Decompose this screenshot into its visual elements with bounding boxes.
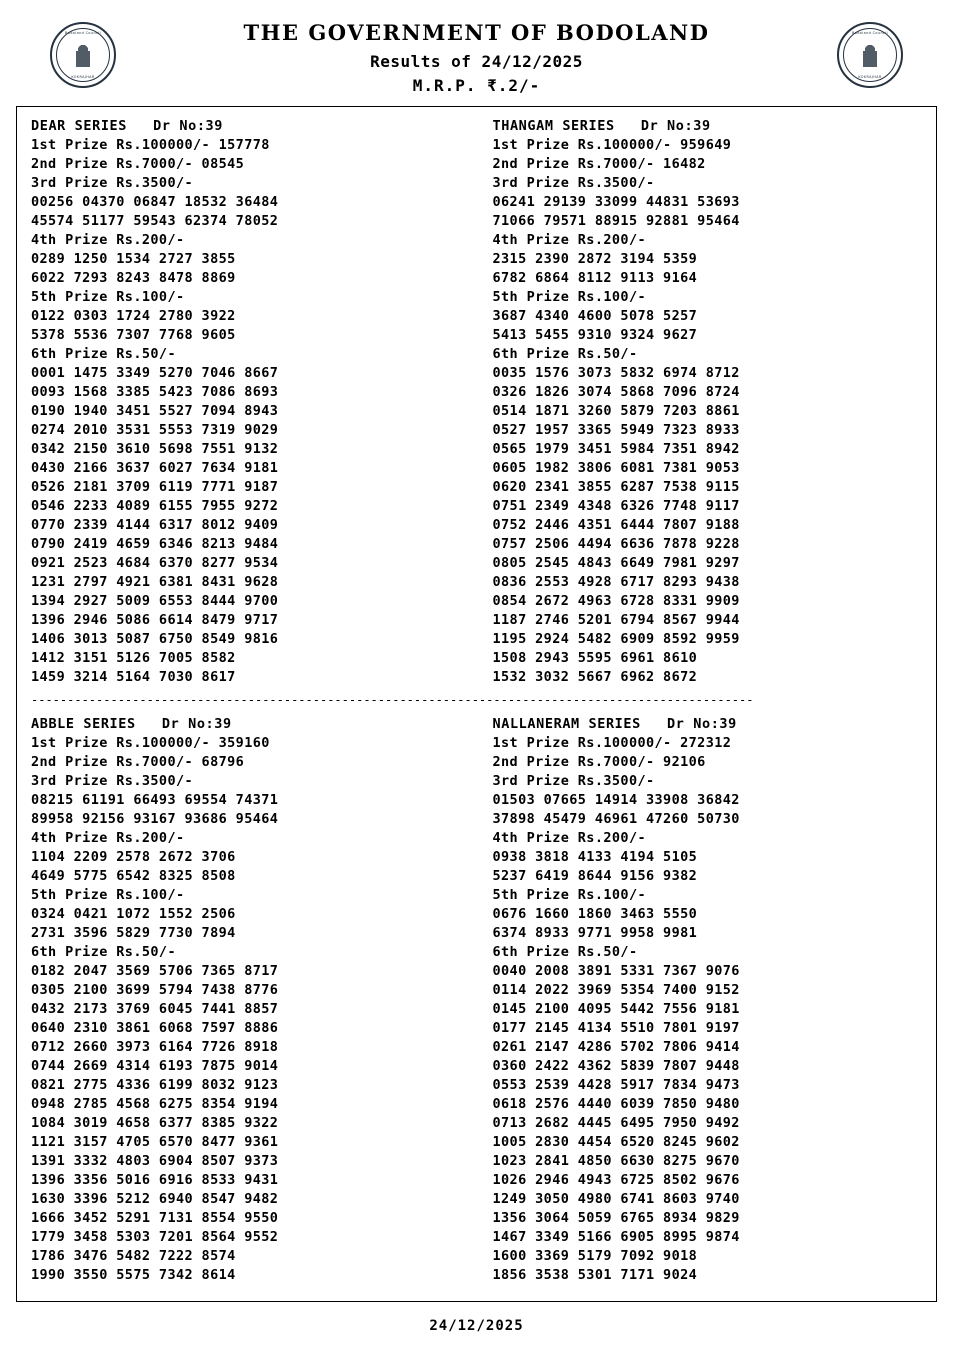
- winning-number-line: 01503 07665 14914 33908 36842: [492, 792, 740, 808]
- prize-label: 2nd Prize Rs.7000/- 68796: [31, 754, 245, 770]
- winning-number-line: 0114 2022 3969 5354 7400 9152: [492, 982, 740, 998]
- winning-number-line: 0289 1250 1534 2727 3855: [31, 251, 236, 267]
- prize-label: 2nd Prize Rs.7000/- 08545: [31, 156, 245, 172]
- page-title: THE GOVERNMENT OF BODOLAND: [243, 20, 710, 45]
- winning-number-line: 0751 2349 4348 6326 7748 9117: [492, 498, 740, 514]
- winning-number-line: 1467 3349 5166 6905 8995 9874: [492, 1229, 740, 1245]
- winning-number-line: 1786 3476 5482 7222 8574: [31, 1248, 236, 1264]
- winning-number-line: 0757 2506 4494 6636 7878 9228: [492, 536, 740, 552]
- prize-label: 6th Prize Rs.50/-: [492, 944, 638, 960]
- series-title: ABBLE SERIES Dr No:39: [31, 716, 232, 732]
- bodoland-emblem-left-icon: [50, 22, 116, 88]
- winning-number-line: 0546 2233 4089 6155 7955 9272: [31, 498, 279, 514]
- winning-number-line: 2315 2390 2872 3194 5359: [492, 251, 698, 267]
- winning-number-line: 0938 3818 4133 4194 5105: [492, 849, 698, 865]
- winning-number-line: 1396 2946 5086 6614 8479 9717: [31, 612, 279, 628]
- winning-number-line: 0836 2553 4928 6717 8293 9438: [492, 574, 740, 590]
- winning-number-line: 0712 2660 3973 6164 7726 8918: [31, 1039, 279, 1055]
- winning-number-line: 08215 61191 66493 69554 74371: [31, 792, 279, 808]
- winning-number-line: 0526 2181 3709 6119 7771 9187: [31, 479, 279, 495]
- winning-number-line: 0605 1982 3806 6081 7381 9053: [492, 460, 740, 476]
- winning-number-line: 1459 3214 5164 7030 8617: [31, 669, 236, 685]
- winning-number-line: 1104 2209 2578 2672 3706: [31, 849, 236, 865]
- winning-number-line: 0790 2419 4659 6346 8213 9484: [31, 536, 279, 552]
- winning-number-line: 0527 1957 3365 5949 7323 8933: [492, 422, 740, 438]
- series-panel-dear: [31, 117, 477, 687]
- prize-label: 5th Prize Rs.100/-: [31, 289, 185, 305]
- bodoland-emblem-right-icon: [837, 22, 903, 88]
- winning-number-line: 1412 3151 5126 7005 8582: [31, 650, 236, 666]
- emblem-bottom-text: KOKRAJHAR: [71, 75, 95, 79]
- series-panel-thangam: [477, 117, 923, 687]
- winning-number-line: 1391 3332 4803 6904 8507 9373: [31, 1153, 279, 1169]
- winning-number-line: 0122 0303 1724 2780 3922: [31, 308, 236, 324]
- winning-number-line: 06241 29139 33099 44831 53693: [492, 194, 740, 210]
- winning-number-line: 0040 2008 3891 5331 7367 9076: [492, 963, 740, 979]
- footer-date: 24/12/2025: [429, 1318, 524, 1334]
- winning-number-line: 0182 2047 3569 5706 7365 8717: [31, 963, 279, 979]
- winning-number-line: 2731 3596 5829 7730 7894: [31, 925, 236, 941]
- winning-number-line: 1121 3157 4705 6570 8477 9361: [31, 1134, 279, 1150]
- prize-label: 2nd Prize Rs.7000/- 92106: [492, 754, 706, 770]
- results-row-top: [31, 117, 922, 687]
- prize-label: 1st Prize Rs.100000/- 359160: [31, 735, 270, 751]
- winning-number-line: 1396 3356 5016 6916 8533 9431: [31, 1172, 279, 1188]
- prize-label: 6th Prize Rs.50/-: [31, 346, 176, 362]
- winning-number-line: 1005 2830 4454 6520 8245 9602: [492, 1134, 740, 1150]
- winning-number-line: 0752 2446 4351 6444 7807 9188: [492, 517, 740, 533]
- winning-number-line: 1508 2943 5595 6961 8610: [492, 650, 698, 666]
- winning-number-line: 0565 1979 3451 5984 7351 8942: [492, 441, 740, 457]
- winning-number-line: 0432 2173 3769 6045 7441 8857: [31, 1001, 279, 1017]
- winning-number-line: 1532 3032 5667 6962 8672: [492, 669, 698, 685]
- series-panel-abble: [31, 715, 477, 1285]
- winning-number-line: 1023 2841 4850 6630 8275 9670: [492, 1153, 740, 1169]
- winning-number-line: 0770 2339 4144 6317 8012 9409: [31, 517, 279, 533]
- winning-number-line: 0744 2669 4314 6193 7875 9014: [31, 1058, 279, 1074]
- prize-label: 1st Prize Rs.100000/- 959649: [492, 137, 732, 153]
- series-panel-nallaneram: [477, 715, 923, 1285]
- page-header: [16, 14, 937, 102]
- winning-number-line: 0342 2150 3610 5698 7551 9132: [31, 441, 279, 457]
- emblem-center-figure: [72, 42, 94, 68]
- winning-number-line: 3687 4340 4600 5078 5257: [492, 308, 698, 324]
- winning-number-line: 0274 2010 3531 5553 7319 9029: [31, 422, 279, 438]
- winning-number-line: 0177 2145 4134 5510 7801 9197: [492, 1020, 740, 1036]
- winning-number-line: 89958 92156 93167 93686 95464: [31, 811, 279, 827]
- prize-label: 4th Prize Rs.200/-: [492, 232, 646, 248]
- winning-number-line: 1779 3458 5303 7201 8564 9552: [31, 1229, 279, 1245]
- series-title: DEAR SERIES Dr No:39: [31, 118, 224, 134]
- winning-number-line: 1990 3550 5575 7342 8614: [31, 1267, 236, 1283]
- winning-number-line: 0261 2147 4286 5702 7806 9414: [492, 1039, 740, 1055]
- winning-number-line: 0805 2545 4843 6649 7981 9297: [492, 555, 740, 571]
- winning-number-line: 1600 3369 5179 7092 9018: [492, 1248, 698, 1264]
- prize-label: 3rd Prize Rs.3500/-: [492, 175, 655, 191]
- winning-number-line: 0035 1576 3073 5832 6974 8712: [492, 365, 740, 381]
- winning-number-line: 0854 2672 4963 6728 8331 9909: [492, 593, 740, 609]
- winning-number-line: 5237 6419 8644 9156 9382: [492, 868, 698, 884]
- winning-number-line: 0430 2166 3637 6027 7634 9181: [31, 460, 279, 476]
- prize-label: 4th Prize Rs.200/-: [492, 830, 646, 846]
- prize-label: 3rd Prize Rs.3500/-: [31, 773, 194, 789]
- winning-number-line: 0324 0421 1072 1552 2506: [31, 906, 236, 922]
- emblem-top-text: Bodoland Council: [65, 31, 101, 35]
- winning-number-line: 0620 2341 3855 6287 7538 9115: [492, 479, 740, 495]
- winning-number-line: 1026 2946 4943 6725 8502 9676: [492, 1172, 740, 1188]
- winning-number-line: 1666 3452 5291 7131 8554 9550: [31, 1210, 279, 1226]
- winning-number-line: 0921 2523 4684 6370 8277 9534: [31, 555, 279, 571]
- winning-number-line: 0360 2422 4362 5839 7807 9448: [492, 1058, 740, 1074]
- winning-number-line: 6374 8933 9771 9958 9981: [492, 925, 698, 941]
- winning-number-line: 0305 2100 3699 5794 7438 8776: [31, 982, 279, 998]
- winning-number-line: 0948 2785 4568 6275 8354 9194: [31, 1096, 279, 1112]
- section-divider: ----------------------------------------------------------------------------------------------------: [31, 693, 754, 707]
- winning-number-line: 1231 2797 4921 6381 8431 9628: [31, 574, 279, 590]
- winning-number-line: 71066 79571 88915 92881 95464: [492, 213, 740, 229]
- winning-number-line: 0618 2576 4440 6039 7850 9480: [492, 1096, 740, 1112]
- winning-number-line: 1406 3013 5087 6750 8549 9816: [31, 631, 279, 647]
- winning-number-line: 1630 3396 5212 6940 8547 9482: [31, 1191, 279, 1207]
- prize-label: 3rd Prize Rs.3500/-: [31, 175, 194, 191]
- winning-number-line: 45574 51177 59543 62374 78052: [31, 213, 279, 229]
- winning-number-line: 6022 7293 8243 8478 8869: [31, 270, 236, 286]
- winning-number-line: 1084 3019 4658 6377 8385 9322: [31, 1115, 279, 1131]
- prize-label: 5th Prize Rs.100/-: [492, 887, 646, 903]
- prize-label: 5th Prize Rs.100/-: [31, 887, 185, 903]
- winning-number-line: 1394 2927 5009 6553 8444 9700: [31, 593, 279, 609]
- winning-number-line: 0326 1826 3074 5868 7096 8724: [492, 384, 740, 400]
- winning-number-line: 5378 5536 7307 7768 9605: [31, 327, 236, 343]
- winning-number-line: 0145 2100 4095 5442 7556 9181: [492, 1001, 740, 1017]
- winning-number-line: 4649 5775 6542 8325 8508: [31, 868, 236, 884]
- emblem-center-figure: [859, 42, 881, 68]
- emblem-bottom-text: KOKRAJHAR: [858, 75, 882, 79]
- prize-label: 1st Prize Rs.100000/- 272312: [492, 735, 732, 751]
- mrp-line: M.R.P. ₹.2/-: [412, 76, 541, 95]
- results-date-line: Results of 24/12/2025: [370, 52, 583, 71]
- winning-number-line: 00256 04370 06847 18532 36484: [31, 194, 279, 210]
- winning-number-line: 5413 5455 9310 9324 9627: [492, 327, 698, 343]
- winning-number-line: 0514 1871 3260 5879 7203 8861: [492, 403, 740, 419]
- header-text-block: [16, 14, 937, 95]
- series-title: THANGAM SERIES Dr No:39: [492, 118, 711, 134]
- prize-label: 5th Prize Rs.100/-: [492, 289, 646, 305]
- prize-label: 4th Prize Rs.200/-: [31, 232, 185, 248]
- winning-number-line: 1249 3050 4980 6741 8603 9740: [492, 1191, 740, 1207]
- winning-number-line: 1195 2924 5482 6909 8592 9959: [492, 631, 740, 647]
- prize-label: 3rd Prize Rs.3500/-: [492, 773, 655, 789]
- results-container: [16, 106, 937, 1302]
- winning-number-line: 1356 3064 5059 6765 8934 9829: [492, 1210, 740, 1226]
- winning-number-line: 0676 1660 1860 3463 5550: [492, 906, 698, 922]
- winning-number-line: 1187 2746 5201 6794 8567 9944: [492, 612, 740, 628]
- results-row-bottom: [31, 715, 922, 1285]
- prize-label: 2nd Prize Rs.7000/- 16482: [492, 156, 706, 172]
- winning-number-line: 0640 2310 3861 6068 7597 8886: [31, 1020, 279, 1036]
- winning-number-line: 0093 1568 3385 5423 7086 8693: [31, 384, 279, 400]
- winning-number-line: 0821 2775 4336 6199 8032 9123: [31, 1077, 279, 1093]
- series-title: NALLANERAM SERIES Dr No:39: [492, 716, 737, 732]
- emblem-top-text: Bodoland Council: [852, 31, 888, 35]
- prize-label: 6th Prize Rs.50/-: [31, 944, 176, 960]
- prize-label: 1st Prize Rs.100000/- 157778: [31, 137, 270, 153]
- prize-label: 6th Prize Rs.50/-: [492, 346, 638, 362]
- prize-label: 4th Prize Rs.200/-: [31, 830, 185, 846]
- winning-number-line: 0001 1475 3349 5270 7046 8667: [31, 365, 279, 381]
- winning-number-line: 6782 6864 8112 9113 9164: [492, 270, 698, 286]
- winning-number-line: 0553 2539 4428 5917 7834 9473: [492, 1077, 740, 1093]
- winning-number-line: 37898 45479 46961 47260 50730: [492, 811, 740, 827]
- winning-number-line: 0713 2682 4445 6495 7950 9492: [492, 1115, 740, 1131]
- winning-number-line: 0190 1940 3451 5527 7094 8943: [31, 403, 279, 419]
- winning-number-line: 1856 3538 5301 7171 9024: [492, 1267, 698, 1283]
